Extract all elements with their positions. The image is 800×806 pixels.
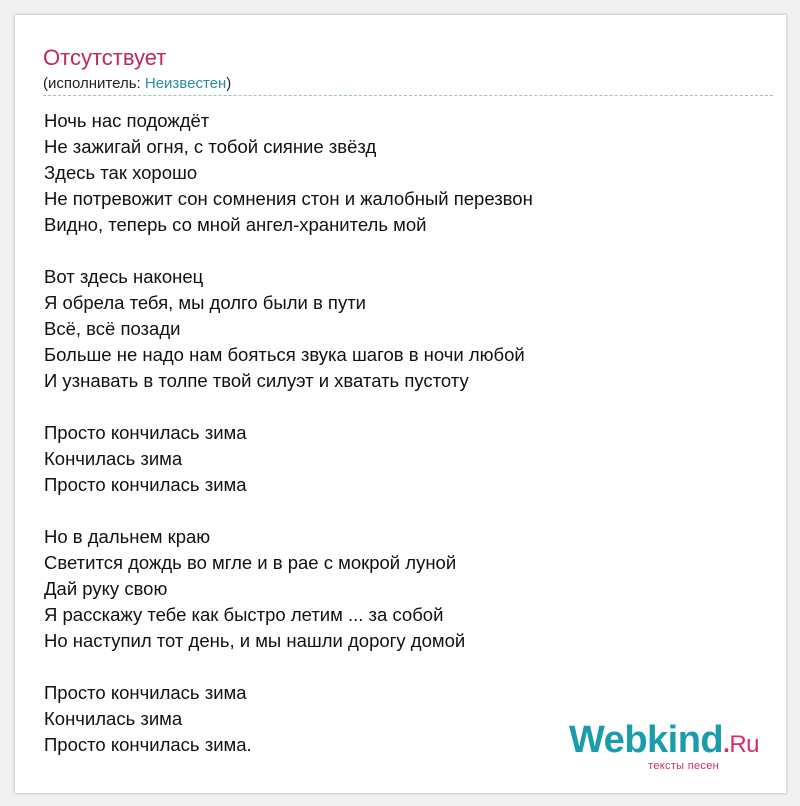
- lyric-line: Просто кончилась зима.: [44, 734, 252, 755]
- lyric-line: Я обрела тебя, мы долго были в пути: [44, 292, 367, 313]
- lyrics-card: [14, 14, 787, 794]
- song-title: Отсутствует: [43, 45, 167, 70]
- lyric-line: Ночь нас подождёт: [44, 110, 210, 131]
- lyric-line: Кончилась зима: [44, 448, 183, 469]
- lyric-line: Кончилась зима: [44, 708, 183, 729]
- lyric-line: Просто кончилась зима: [44, 682, 247, 703]
- lyrics-stanza: [44, 264, 764, 394]
- lyrics-stanza: [44, 108, 764, 238]
- lyric-line: Но наступил тот день, и мы нашли дорогу домой: [44, 630, 466, 651]
- lyric-line: Просто кончилась зима: [44, 474, 247, 495]
- header-divider: [43, 95, 773, 96]
- lyric-line: Я расскажу тебе как быстро летим ... за собой: [44, 604, 444, 625]
- artist-name-link[interactable]: Неизвестен: [144, 75, 227, 92]
- lyric-line: Но в дальнем краю: [44, 526, 211, 547]
- lyric-line: Светится дождь во мгле и в рае с мокрой луной: [44, 552, 457, 573]
- logo-tagline: тексты песен: [648, 760, 719, 772]
- logo-word: Webkind: [569, 719, 724, 761]
- artist-suffix: ): [226, 75, 232, 92]
- logo-tld: Ru: [729, 731, 759, 758]
- artist-line: [43, 74, 231, 94]
- lyric-line: Просто кончилась зима: [44, 422, 247, 443]
- lyric-line: Видно, теперь со мной ангел-хранитель мой: [44, 214, 427, 235]
- lyric-line: Здесь так хорошо: [44, 162, 198, 183]
- lyric-line: Не зажигай огня, с тобой сияние звёзд: [44, 136, 377, 157]
- lyric-line: Больше не надо нам бояться звука шагов в ночи любой: [44, 344, 525, 365]
- lyric-line: Всё, всё позади: [44, 318, 181, 339]
- lyric-line: Не потревожит сон сомнения стон и жалобный перезвон: [44, 188, 533, 209]
- lyrics-stanza: [44, 524, 764, 654]
- webkind-logo[interactable]: [569, 721, 759, 772]
- lyric-line: И узнавать в толпе твой силуэт и хватать пустоту: [44, 370, 469, 391]
- artist-prefix: (исполнитель:: [43, 75, 145, 92]
- lyrics-body: [44, 108, 764, 784]
- logo-wordmark: [569, 721, 759, 764]
- logo-dot: .: [723, 731, 730, 758]
- lyric-line: Дай руку свою: [44, 578, 168, 599]
- lyrics-stanza: [44, 420, 764, 498]
- lyric-line: Вот здесь наконец: [44, 266, 204, 287]
